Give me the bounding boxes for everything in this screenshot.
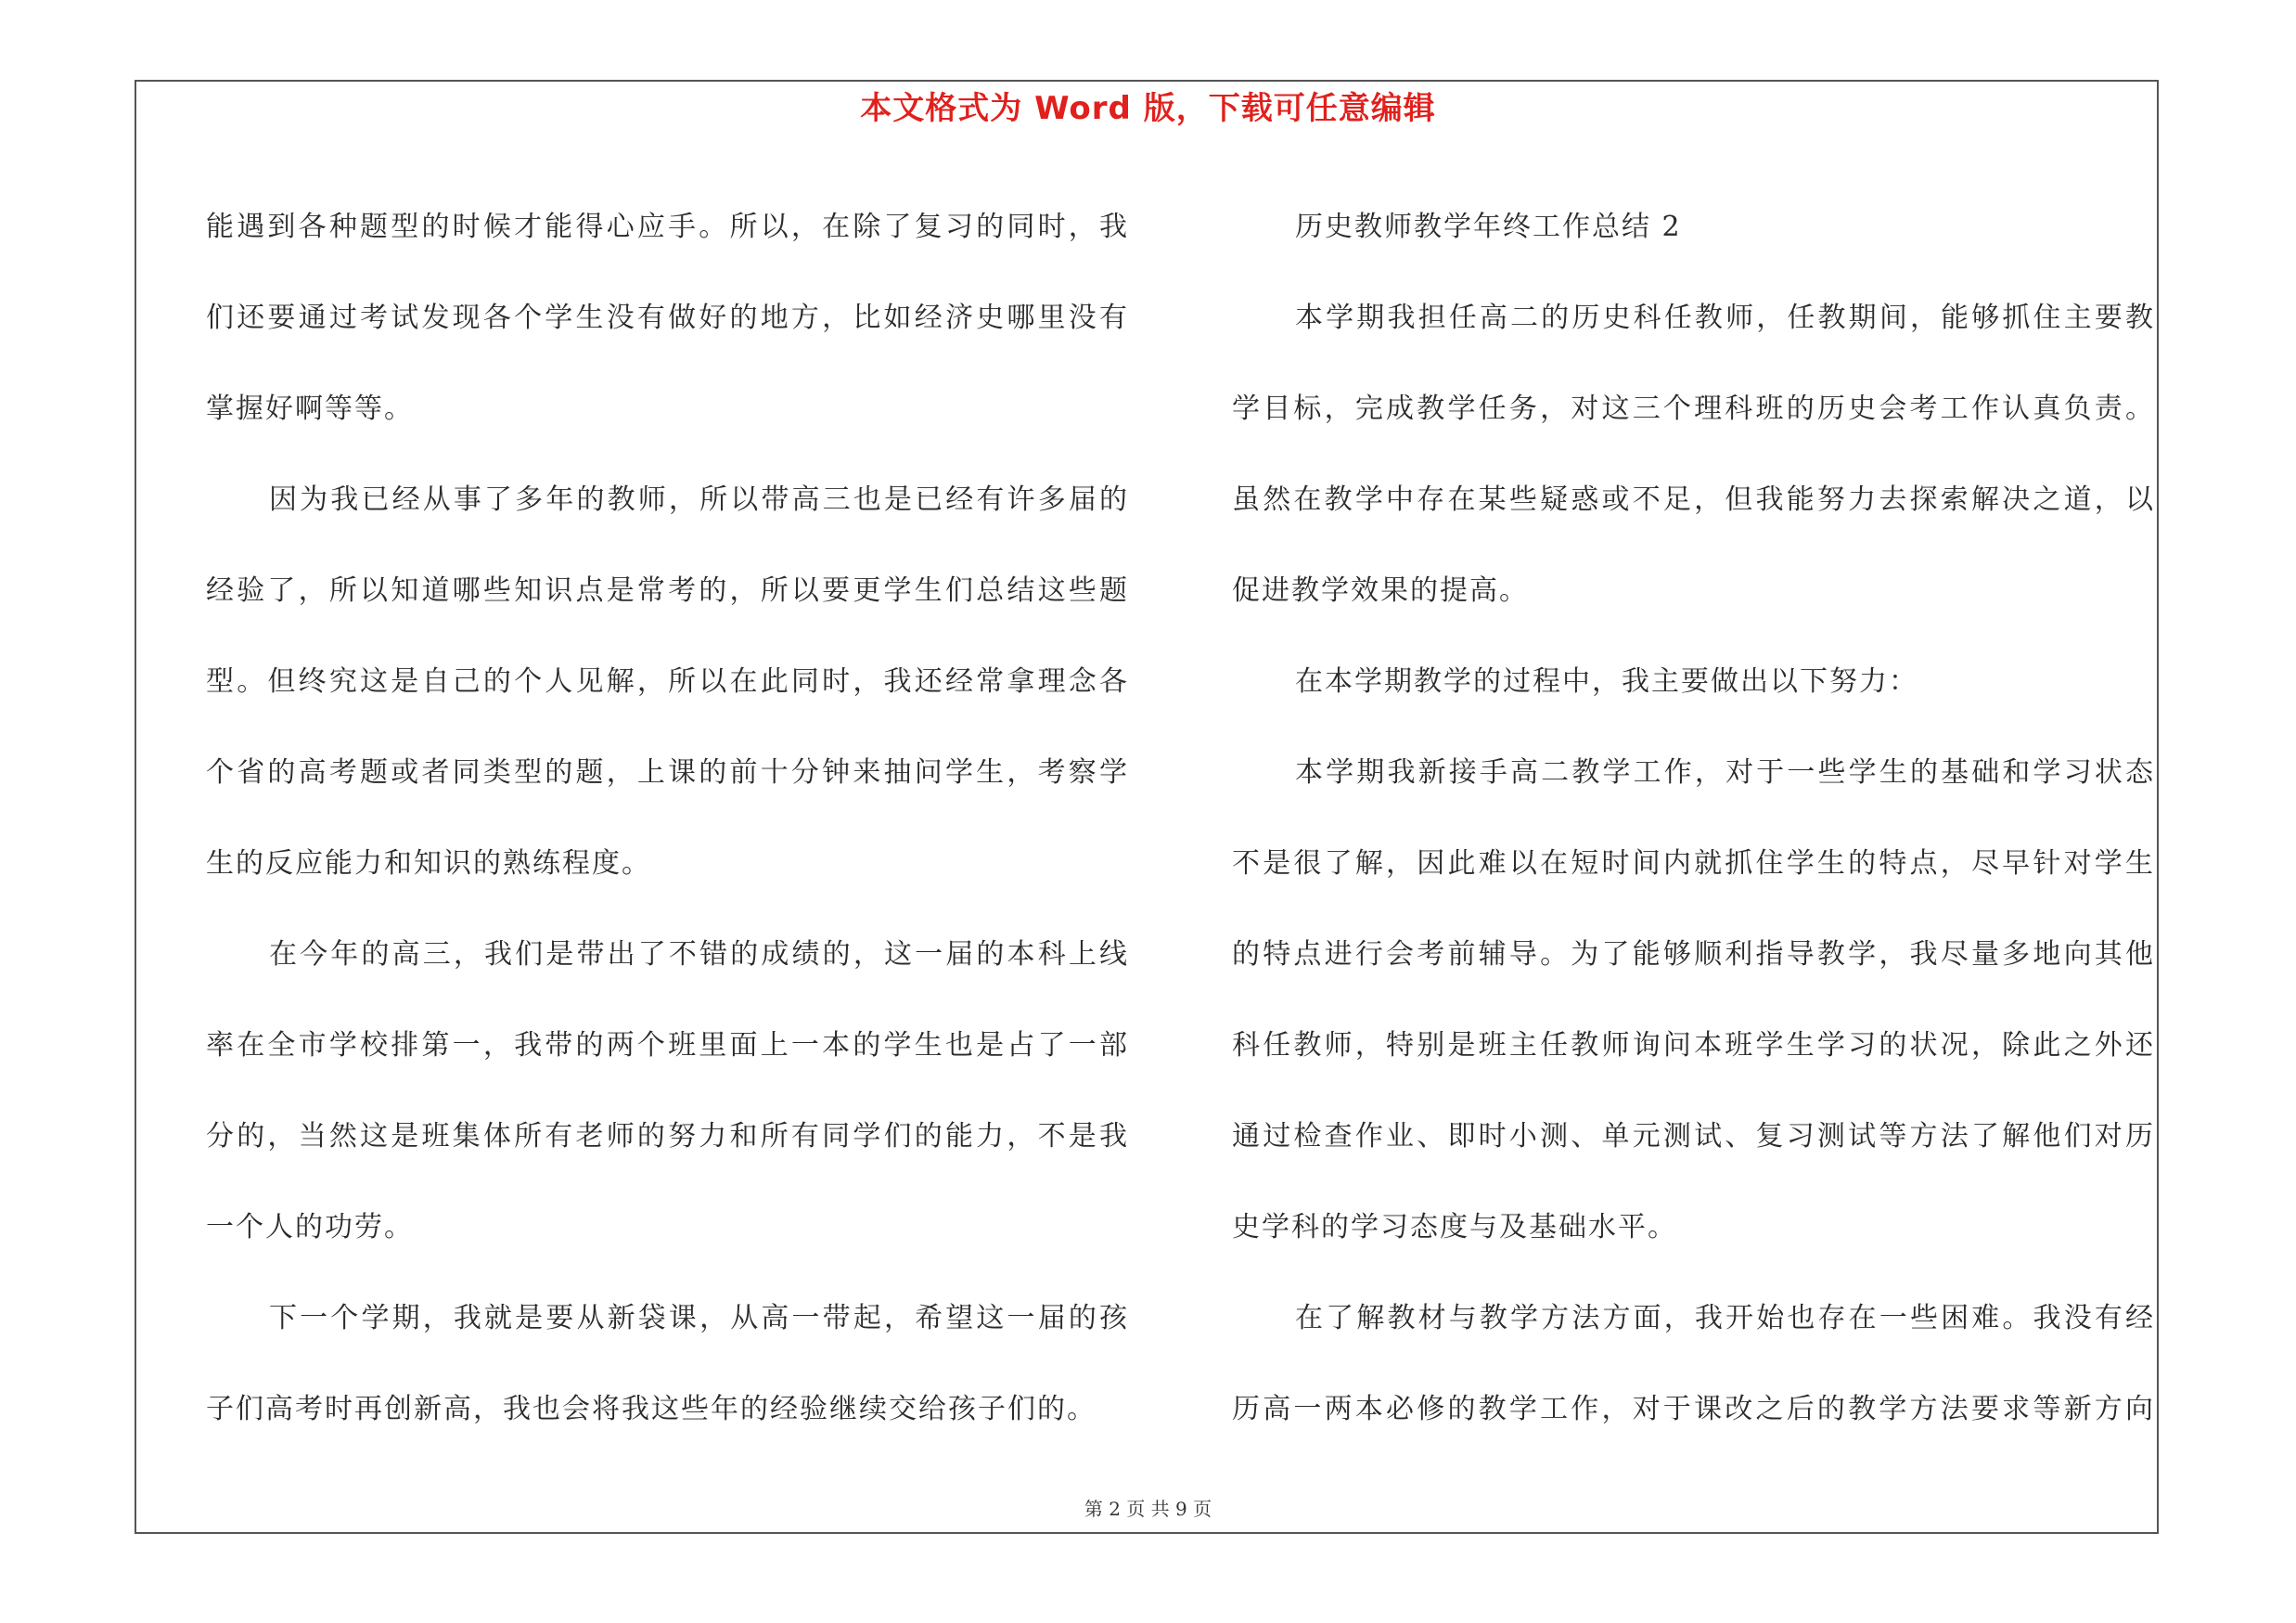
paragraph-line: 不是很了解，因此难以在短时间内就抓住学生的特点，尽早针对学生 <box>1232 847 2155 880</box>
document-header-title: 本文格式为 Word 版，下载可任意编辑 <box>860 90 1436 127</box>
paragraph-line: 生的反应能力和知识的熟练程度。 <box>206 847 651 880</box>
paragraph-line: 通过检查作业、即时小测、单元测试、复习测试等方法了解他们对历 <box>1232 1120 2155 1153</box>
right-text-column <box>1232 182 2155 1455</box>
paragraph-line: 率在全市学校排第一，我带的两个班里面上一本的学生也是占了一部 <box>206 1029 1129 1062</box>
paragraph-line: 虽然在教学中存在某些疑惑或不足，但我能努力去探索解决之道，以 <box>1232 483 2155 516</box>
paragraph-line: 在了解教材与教学方法方面，我开始也存在一些困难。我没有经 <box>1295 1302 2155 1334</box>
paragraph-line: 掌握好啊等等。 <box>206 393 414 425</box>
paragraph-line: 们还要通过考试发现各个学生没有做好的地方，比如经济史哪里没有 <box>206 302 1129 334</box>
paragraph-line: 子们高考时再创新高，我也会将我这些年的经验继续交给孩子们的。 <box>206 1393 1097 1425</box>
paragraph-line: 促进教学效果的提高。 <box>1232 574 1529 607</box>
section-title: 历史教师教学年终工作总结 2 <box>1295 211 1682 243</box>
paragraph-line: 分的，当然这是班集体所有老师的努力和所有同学们的能力，不是我 <box>206 1120 1129 1153</box>
paragraph-line: 因为我已经从事了多年的教师，所以带高三也是已经有许多届的 <box>269 483 1129 516</box>
paragraph-line: 在今年的高三，我们是带出了不错的成绩的，这一届的本科上线 <box>269 938 1129 971</box>
paragraph-line: 史学科的学习态度与及基础水平。 <box>1232 1211 1677 1243</box>
paragraph-line: 一个人的功劳。 <box>206 1211 414 1243</box>
paragraph-line: 在本学期教学的过程中，我主要做出以下努力： <box>1295 665 1918 698</box>
paragraph-line: 历高一两本必修的教学工作，对于课改之后的教学方法要求等新方向 <box>1232 1393 2155 1425</box>
paragraph-line: 下一个学期，我就是要从新袋课，从高一带起，希望这一届的孩 <box>269 1302 1129 1334</box>
paragraph-line: 科任教师，特别是班主任教师询问本班学生学习的状况，除此之外还 <box>1232 1029 2155 1062</box>
paragraph-line: 能遇到各种题型的时候才能得心应手。所以，在除了复习的同时，我 <box>206 211 1129 243</box>
paragraph-line: 型。但终究这是自己的个人见解，所以在此同时，我还经常拿理念各 <box>206 665 1129 698</box>
paragraph-line: 的特点进行会考前辅导。为了能够顺利指导教学，我尽量多地向其他 <box>1232 938 2155 971</box>
page-number-footer: 第 2 页 共 9 页 <box>1084 1498 1212 1520</box>
paragraph-line: 本学期我新接手高二教学工作，对于一些学生的基础和学习状态 <box>1295 756 2155 789</box>
paragraph-line: 本学期我担任高二的历史科任教师，任教期间，能够抓住主要教 <box>1295 302 2155 334</box>
paragraph-line: 个省的高考题或者同类型的题，上课的前十分钟来抽问学生，考察学 <box>206 756 1129 789</box>
paragraph-line: 学目标，完成教学任务，对这三个理科班的历史会考工作认真负责。 <box>1232 393 2155 425</box>
paragraph-line: 经验了，所以知道哪些知识点是常考的，所以要更学生们总结这些题 <box>206 574 1129 607</box>
left-text-column <box>206 182 1129 1455</box>
